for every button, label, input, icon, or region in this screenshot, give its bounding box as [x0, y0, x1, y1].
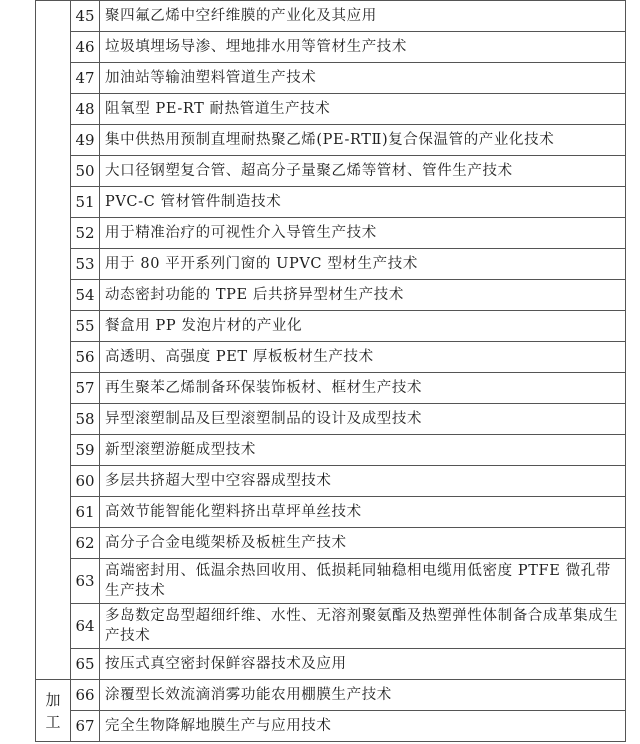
row-number: 65 [71, 649, 100, 680]
technology-name: 多岛数定岛型超细纤维、水性、无溶剂聚氨酯及热塑弹性体制备合成革集成生产技术 [100, 604, 626, 649]
table-row [36, 63, 626, 94]
technology-name: 新型滚塑游艇成型技术 [100, 435, 626, 466]
table-row [36, 404, 626, 435]
table-row [36, 156, 626, 187]
technology-name: 动态密封功能的 TPE 后共挤异型材生产技术 [100, 280, 626, 311]
technology-name: 再生聚苯乙烯制备环保装饰板材、框材生产技术 [100, 373, 626, 404]
table-row [36, 604, 626, 649]
row-number: 62 [71, 528, 100, 559]
technology-name: 聚四氟乙烯中空纤维膜的产业化及其应用 [100, 1, 626, 32]
technology-name: 加油站等输油塑料管道生产技术 [100, 63, 626, 94]
table-row [36, 280, 626, 311]
technology-name: 集中供热用预制直埋耐热聚乙烯(PE-RTⅡ)复合保温管的产业化技术 [100, 125, 626, 156]
row-number: 47 [71, 63, 100, 94]
technology-name: 高透明、高强度 PET 厚板板材生产技术 [100, 342, 626, 373]
table-row [36, 680, 626, 711]
technology-name: 高效节能智能化塑料挤出草坪单丝技术 [100, 497, 626, 528]
row-number: 56 [71, 342, 100, 373]
technology-name: 涂覆型长效流滴消雾功能农用棚膜生产技术 [100, 680, 626, 711]
table-row [36, 466, 626, 497]
row-number: 49 [71, 125, 100, 156]
technology-name: 餐盒用 PP 发泡片材的产业化 [100, 311, 626, 342]
table-row [36, 249, 626, 280]
row-number: 61 [71, 497, 100, 528]
table-row [36, 373, 626, 404]
row-number: 48 [71, 94, 100, 125]
row-number: 53 [71, 249, 100, 280]
row-number: 64 [71, 604, 100, 649]
row-number: 52 [71, 218, 100, 249]
technology-name: 大口径钢塑复合管、超高分子量聚乙烯等管材、管件生产技术 [100, 156, 626, 187]
technology-name: 高分子合金电缆架桥及板桩生产技术 [100, 528, 626, 559]
table-row [36, 711, 626, 742]
technology-name: 按压式真空密封保鲜容器技术及应用 [100, 649, 626, 680]
row-number: 54 [71, 280, 100, 311]
category-cell [36, 680, 71, 742]
row-number: 50 [71, 156, 100, 187]
row-number: 55 [71, 311, 100, 342]
row-number: 45 [71, 1, 100, 32]
table-row [36, 649, 626, 680]
category-label-char: 工 [45, 712, 61, 731]
table-row [36, 125, 626, 156]
table-row [36, 94, 626, 125]
technology-name: 异型滚塑制品及巨型滚塑制品的设计及成型技术 [100, 404, 626, 435]
table-row [36, 497, 626, 528]
row-number: 63 [71, 559, 100, 604]
technology-table [35, 0, 626, 742]
technology-name: 垃圾填埋场导渗、埋地排水用等管材生产技术 [100, 32, 626, 63]
row-number: 57 [71, 373, 100, 404]
table-row [36, 311, 626, 342]
technology-name: 高端密封用、低温余热回收用、低损耗同轴稳相电缆用低密度 PTFE 微孔带生产技术 [100, 559, 626, 604]
table-row [36, 559, 626, 604]
row-number: 59 [71, 435, 100, 466]
technology-name: 用于 80 平开系列门窗的 UPVC 型材生产技术 [100, 249, 626, 280]
technology-name: 完全生物降解地膜生产与应用技术 [100, 711, 626, 742]
category-cell-blank [36, 1, 71, 680]
table-row [36, 218, 626, 249]
table-row [36, 528, 626, 559]
table-row [36, 435, 626, 466]
table-row [36, 32, 626, 63]
row-number: 67 [71, 711, 100, 742]
technology-name: 用于精准治疗的可视性介入导管生产技术 [100, 218, 626, 249]
row-number: 66 [71, 680, 100, 711]
table-row [36, 342, 626, 373]
category-label-char: 加 [45, 690, 61, 709]
row-number: 58 [71, 404, 100, 435]
row-number: 60 [71, 466, 100, 497]
technology-name: 多层共挤超大型中空容器成型技术 [100, 466, 626, 497]
table-row [36, 1, 626, 32]
technology-name: 阻氧型 PE-RT 耐热管道生产技术 [100, 94, 626, 125]
row-number: 51 [71, 187, 100, 218]
technology-name: PVC-C 管材管件制造技术 [100, 187, 626, 218]
table-row [36, 187, 626, 218]
row-number: 46 [71, 32, 100, 63]
